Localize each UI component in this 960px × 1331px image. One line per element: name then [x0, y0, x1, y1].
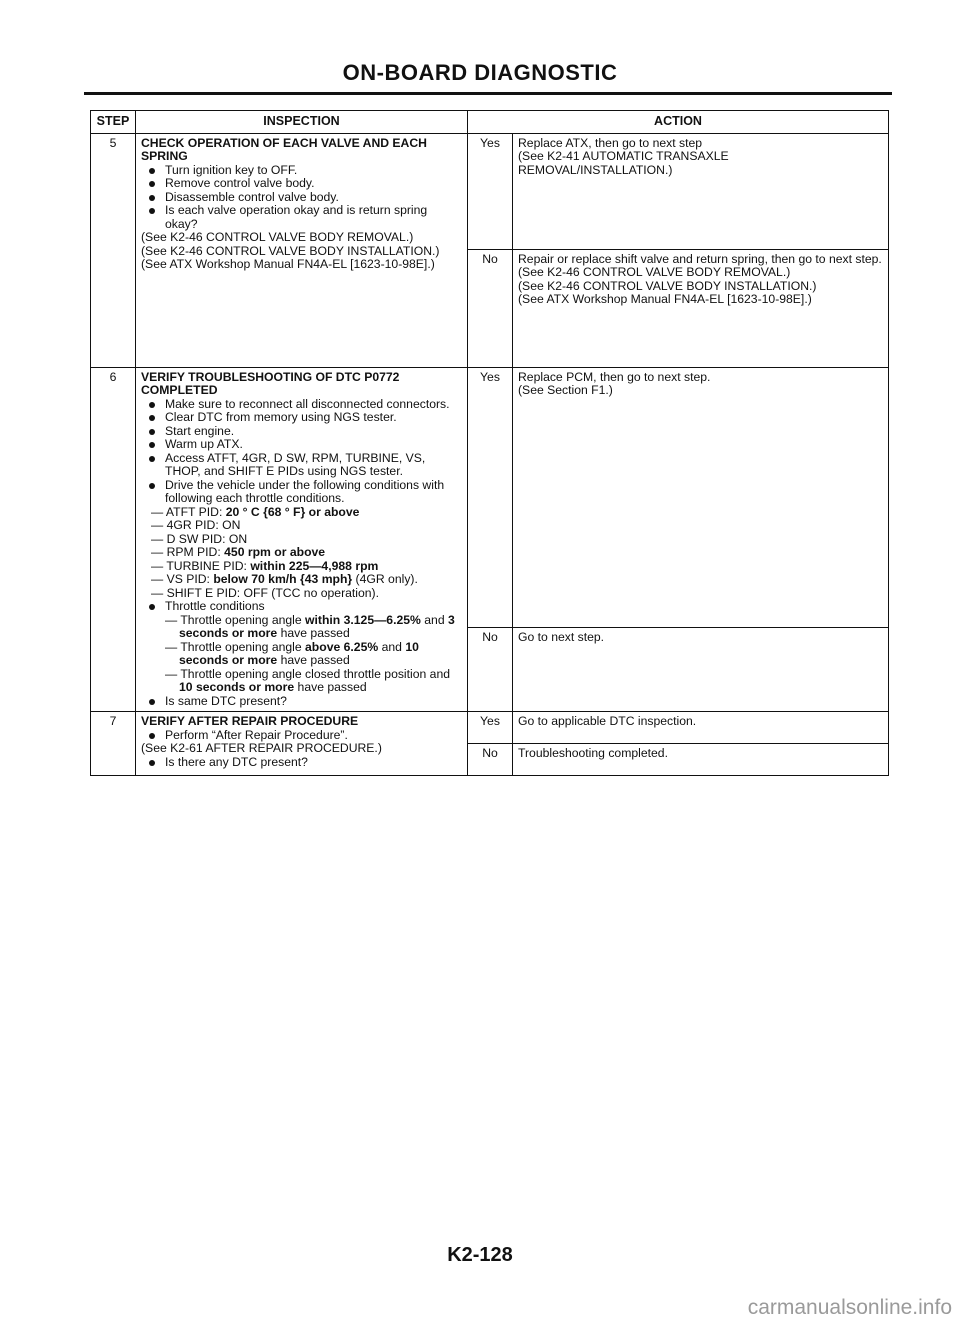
inspection-heading: VERIFY TROUBLESHOOTING OF DTC P0772 COMPLETED — [141, 369, 400, 397]
throttle-text: — Throttle opening angle — [165, 639, 306, 654]
bullet-item: Is same DTC present? — [141, 695, 462, 709]
action-line: Replace PCM, then go to next step. — [518, 369, 711, 384]
throttle-text: have passed — [277, 626, 350, 640]
no-action — [513, 627, 889, 712]
throttle-text: have passed — [277, 653, 350, 667]
table-row — [91, 367, 889, 627]
step-number: 5 — [91, 133, 136, 367]
throttle-value: 10 seconds or more — [179, 680, 295, 694]
bullet-item: Throttle conditions — [141, 600, 462, 614]
pid-suffix: (4GR only). — [352, 572, 418, 586]
bullet-text: Drive the vehicle under the following conditions with following each throttle conditions. — [165, 477, 445, 505]
throttle-value: 10 seconds or more — [179, 639, 419, 667]
bullet-item: Is each valve operation okay and is return spring okay? — [141, 204, 462, 231]
bullet-item: Warm up ATX. — [141, 438, 462, 452]
step-number: 6 — [91, 367, 136, 712]
pid-condition: — SHIFT E PID: OFF (TCC no operation). — [151, 585, 380, 600]
pid-value: 20 ° C {68 ° F} or above — [225, 504, 360, 519]
yes-label: Yes — [468, 133, 513, 249]
page-number: K2-128 — [447, 1244, 513, 1266]
reference-text: (See K2-61 AFTER REPAIR PROCEDURE.) — [141, 741, 382, 755]
pid-value: below 70 km/h {43 mph} — [213, 572, 353, 586]
table-header-row — [91, 111, 889, 134]
title-rule — [84, 92, 892, 95]
watermark: carmanualsonline.info — [747, 1296, 952, 1319]
pid-label: — TURBINE PID: — [151, 558, 251, 573]
bullet-item: Perform “After Repair Procedure”. — [141, 729, 462, 743]
bullet-item: Remove control valve body. — [141, 177, 462, 191]
pid-condition — [141, 573, 462, 587]
diagnostic-table — [90, 110, 889, 776]
inspection-bullets — [141, 756, 462, 770]
pid-value: within 225—4,988 rpm — [250, 558, 379, 573]
yes-action — [513, 133, 889, 249]
throttle-text: — Throttle opening angle — [165, 612, 306, 627]
pid-condition: — D SW PID: ON — [151, 531, 248, 546]
throttle-text: have passed — [294, 680, 367, 694]
no-action — [513, 249, 889, 367]
throttle-text: — Throttle opening angle closed throttle position and — [165, 666, 451, 681]
bullet-item: Access ATFT, 4GR, D SW, RPM, TURBINE, VS, THOP, and SHIFT E PIDs using NGS tester. — [141, 452, 462, 479]
inspection-cell — [136, 367, 468, 712]
inspection-bullets — [141, 164, 462, 232]
inspection-cell — [136, 712, 468, 776]
pid-condition: — 4GR PID: ON — [151, 518, 241, 532]
action-line: Repair or replace shift valve and return spring, then go to next step. — [518, 251, 882, 266]
inspection-bullets — [141, 398, 462, 506]
column-header-action: ACTION — [468, 111, 889, 134]
action-line: (See K2-46 CONTROL VALVE BODY INSTALLATION.) — [518, 278, 817, 293]
reference-text: (See ATX Workshop Manual FN4A-EL [1623-10-98E].) — [141, 257, 435, 271]
throttle-condition — [141, 641, 462, 668]
pid-value: 450 rpm or above — [224, 545, 326, 559]
column-header-inspection: INSPECTION — [136, 111, 468, 134]
inspection-bullets — [141, 600, 462, 614]
action-line: (See K2-46 CONTROL VALVE BODY REMOVAL.) — [518, 265, 791, 279]
bullet-item: Is there any DTC present? — [141, 756, 462, 770]
table-row — [91, 712, 889, 744]
table-row — [91, 133, 889, 249]
action-line: (See K2-41 AUTOMATIC TRANSAXLE REMOVAL/INSTALLATION.) — [518, 149, 729, 177]
inspection-bullets — [141, 695, 462, 709]
bullet-item: Start engine. — [141, 425, 462, 439]
throttle-text: and — [378, 639, 406, 654]
inspection-bullets — [141, 729, 462, 743]
yes-label: Yes — [468, 712, 513, 744]
no-label: No — [468, 249, 513, 367]
pid-condition — [141, 560, 462, 574]
inspection-heading: CHECK OPERATION OF EACH VALVE AND EACH SPRING — [141, 135, 427, 163]
throttle-value: within 3.125—6.25% — [305, 612, 421, 627]
bullet-item: Disassemble control valve body. — [141, 191, 462, 205]
throttle-value: above 6.25% — [305, 639, 379, 654]
page-title: ON-BOARD DIAGNOSTIC — [342, 60, 618, 85]
throttle-value: 3 seconds or more — [179, 612, 455, 640]
pid-label: — ATFT PID: — [151, 504, 226, 519]
throttle-condition — [141, 614, 462, 641]
action-line: Replace ATX, then go to next step — [518, 135, 703, 150]
yes-action — [513, 367, 889, 627]
inspection-heading: VERIFY AFTER REPAIR PROCEDURE — [141, 714, 359, 728]
pid-label: — RPM PID: — [151, 545, 225, 559]
yes-label: Yes — [468, 367, 513, 627]
pid-condition — [141, 546, 462, 560]
step-number: 7 — [91, 712, 136, 776]
no-action: Troubleshooting completed. — [513, 744, 889, 776]
no-label: No — [468, 744, 513, 776]
bullet-item: Clear DTC from memory using NGS tester. — [141, 411, 462, 425]
inspection-cell — [136, 133, 468, 367]
throttle-condition — [141, 668, 462, 695]
pid-condition — [141, 506, 462, 520]
bullet-item — [141, 479, 462, 506]
bullet-item: Turn ignition key to OFF. — [141, 164, 462, 178]
yes-action: Go to applicable DTC inspection. — [513, 712, 889, 744]
action-line: (See Section F1.) — [518, 383, 613, 397]
reference-text: (See K2-46 CONTROL VALVE BODY INSTALLATION.) — [141, 243, 440, 258]
reference-text: (See K2-46 CONTROL VALVE BODY REMOVAL.) — [141, 230, 414, 244]
no-label: No — [468, 627, 513, 712]
action-line: Go to next step. — [518, 629, 605, 644]
pid-label: — VS PID: — [151, 572, 214, 586]
throttle-text: and — [420, 612, 448, 627]
bullet-item: Make sure to reconnect all disconnected connectors. — [141, 398, 462, 412]
action-line: (See ATX Workshop Manual FN4A-EL [1623-10-98E].) — [518, 292, 812, 306]
column-header-step: STEP — [91, 111, 136, 134]
